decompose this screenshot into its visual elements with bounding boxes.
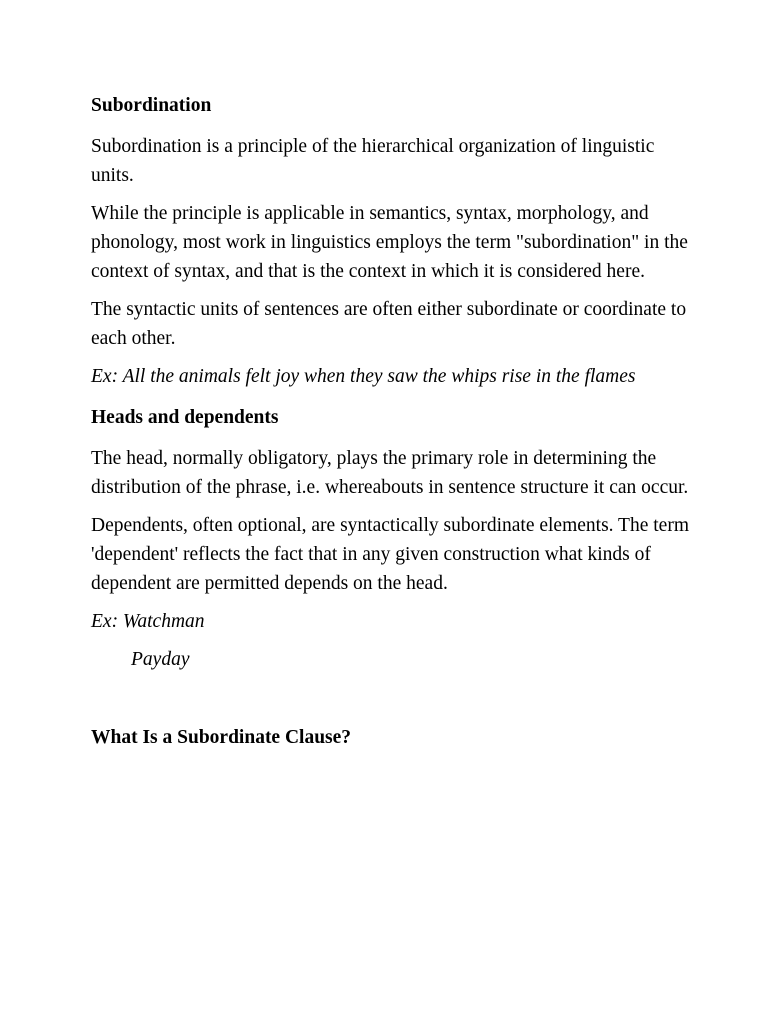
document-page — [91, 88, 691, 764]
paragraph: Subordination is a principle of the hierarchical organization of linguistic units. — [91, 136, 655, 186]
section-heading-subordination: Subordination — [91, 95, 212, 116]
paragraph: The head, normally obligatory, plays the primary role in determining the distribution of the phrase, i.e. whereabouts in sentence structure it can occur. — [91, 448, 689, 498]
section-heading-heads-and-dependents: Heads and dependents — [91, 407, 279, 428]
example-continuation: Payday — [131, 649, 190, 670]
spacer — [91, 683, 691, 720]
paragraph: While the principle is applicable in semantics, syntax, morphology, and phonology, most work in linguistics employs the term "subordination" in the context of syntax, and that is the context in which it is considered here. — [91, 203, 688, 282]
example-sentence: Ex: All the animals felt joy when they saw the whips rise in the flames — [91, 366, 636, 387]
section-heading-subordinate-clause: What Is a Subordinate Clause? — [91, 727, 352, 748]
paragraph: Dependents, often optional, are syntactically subordinate elements. The term 'dependent' reflects the fact that in any given construction what kinds of dependent are permitted depends on the head. — [91, 515, 689, 594]
example-sentence: Ex: Watchman — [91, 611, 205, 632]
paragraph: The syntactic units of sentences are often either subordinate or coordinate to each other. — [91, 299, 687, 349]
